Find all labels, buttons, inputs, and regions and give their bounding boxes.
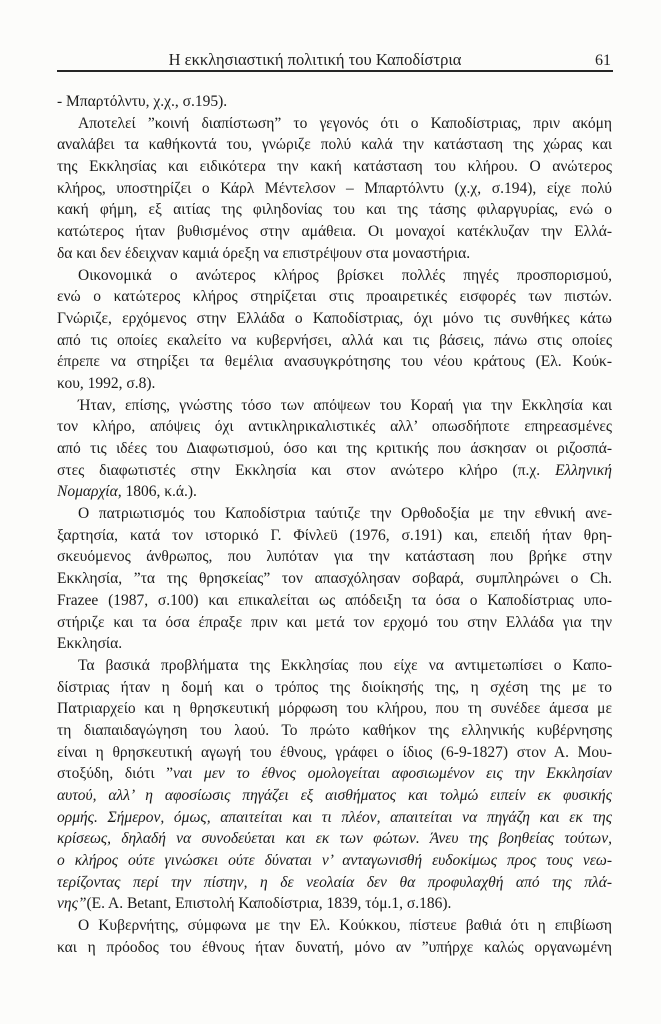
- text-line: και η πρόοδος του έθνους ήταν δυνατή, μόνο αν ”υπήρχε καλώς οργανωμένη: [57, 938, 612, 956]
- text-line: Αποτελεί ”κοινή διαπίστωση” το γεγονός ότι ο Καποδίστριας, πριν ακόμη: [78, 114, 612, 132]
- text-line: ξαρτησία, κατά τον ιστορικό Γ. Φίνλεϋ (1976, σ.191) και, επειδή ήταν θρη-: [57, 526, 612, 544]
- text-line: Frazee (1987, σ.100) και επικαλείται ως απόδειξη τα όσα ο Καποδίστριας υπο-: [57, 591, 612, 609]
- text-line: Ο πατριωτισμός του Καποδίστρια ταύτιζε την Ορθοδοξία με την εθνική ανε-: [78, 505, 612, 523]
- text-line: δίστριας ήταν η δομή και ο τρόπος της διοίκησής της, η σχέση της με το: [57, 678, 612, 696]
- text-line: Εκκλησία, ”τα της θρησκείας” τον απασχόλησαν σοβαρά, συμπληρώνει ο Ch.: [57, 570, 612, 588]
- text-line: τερίζοντας περί την πίστην, η δε νεολαία δεν θα προφυλαχθή από της πλά-: [57, 873, 612, 891]
- text-line: από τις οποίες εκαλείτο να κυβερνήσει, αλλά και τις βάσεις, πάνω στις οποίες: [57, 331, 612, 349]
- text-line: αυτού, αλλ’ η αφοσίωσις πηγάζει εξ αισθήματος και τολμώ ειπείν εκ φυσικής: [57, 787, 612, 804]
- text-line: τη διαπαιδαγώγηση του λαού. Το πρώτο καθήκον της ελληνικής κυβέρνησης: [57, 721, 612, 739]
- text-block: [57, 91, 612, 959]
- text-line: της Εκκλησίας και ειδικότερα την κακή κατάσταση του κλήρου. Ο ανώτερος: [57, 158, 612, 176]
- text-line: Γνώριζε, ερχόμενος στην Ελλάδα ο Καποδίστριας, όχι μόνο τις συνθήκες κάτω: [57, 309, 612, 327]
- text-line: ο κλήρος ούτε γινώσκει ούτε δύναται ν’ ανταγωνισθή ευδοκίμως προς τους νεω-: [57, 852, 612, 870]
- text-line: Ο Κυβερνήτης, σύμφωνα με την Ελ. Κούκκου, πίστευε βαθιά ότι η επιβίωση: [78, 917, 612, 935]
- page-number: 61: [595, 52, 611, 69]
- text-line: κρίσεως, δηλαδή να συνοδεύεται και εκ των φώτων. Άνευ της βοηθείας τούτων,: [57, 830, 612, 848]
- text-line: κου, 1992, σ.8).: [57, 374, 156, 392]
- text-line: ενώ ο κατώτερος κλήρος στηρίζεται στις προαιρετικές εισφορές των πιστών.: [57, 288, 612, 306]
- text-line: στοξύδη, διότι ”ναι μεν το έθνος ομολογείται αφοσιωμένον εις την Εκκλησίαν: [57, 765, 612, 783]
- text-line: - Μπαρτόλντυ, χ.χ., σ.195).: [57, 93, 228, 110]
- text-line: από τις ιδέες του Διαφωτισμού, όσο και της κριτικής που άσκησαν οι ριζοσπά-: [57, 440, 612, 457]
- text-line: Τα βασικά προβλήματα της Εκκλησίας που είχε να αντιμετωπίσει ο Καπο-: [78, 656, 612, 674]
- text-line: δα και δεν έδειχναν καμιά όρεξη να επιστρέψουν στα μοναστήρια.: [57, 244, 471, 262]
- text-line: κακή φήμη, εξ αιτίας της φιληδονίας του και της τάσης φιλαργυρίας, ενώ ο: [57, 201, 612, 219]
- text-line: κατώτερος ήταν βυθισμένος στην αμάθεια. Οι μοναχοί κατέκλυζαν την Ελλά-: [57, 223, 612, 241]
- text-line: είναι η θρησκευτική αγωγή του έθνους, γράφει ο ίδιος (6-9-1827) στον Α. Μου-: [57, 743, 612, 761]
- text-line: νης”(Ε. Α. Betant, Επιστολή Καποδίστρια, 1839, τόμ.1, σ.186).: [57, 895, 452, 913]
- text-line: τον κλήρο, απόψεις όχι αντικληρικαλιστικές αλλ’ οπωσδήποτε επηρεασμένες: [57, 418, 612, 436]
- text-line: Πατριαρχείο και η θρησκευτική μόρφωση του κλήρου, που τη συνέδεε άμεσα με: [57, 700, 612, 718]
- running-header: [57, 50, 613, 69]
- text-line: ορμής. Σήμερον, όμως, απαιτείται και τι πλέον, απαιτείται να πηγάζη και εκ της: [57, 808, 612, 826]
- text-line: Οικονομικά ο ανώτερος κλήρος βρίσκει πολλές πηγές προσπορισμού,: [78, 266, 612, 284]
- text-line: σκευόμενος άνθρωπος, που λυπόταν για την κατάσταση που βρήκε στην: [57, 548, 612, 566]
- text-line: στες διαφωτιστές στην Εκκλησία και στον ανώτερο κλήρο (π.χ. Ελληνική: [57, 461, 612, 479]
- text-line: Ήταν, επίσης, γνώστης τόσο των απόψεων του Κοραή για την Εκκλησία και: [78, 396, 612, 414]
- text-line: Νομαρχία, 1806, κ.ά.).: [57, 483, 197, 501]
- chapter-title: Η εκκλησιαστική πολιτική του Καποδίστρια: [168, 50, 462, 69]
- text-line: κλήρος, υποστηρίζει ο Κάρλ Μέντελσον – Μπαρτόλντυ (χ.χ, σ.194), είχε πολύ: [57, 179, 612, 197]
- text-line: στήριζε και τα όσα έπραξε πριν και μετά τον ερχομό του στην Ελλάδα για την: [57, 613, 612, 631]
- text-line: αναλάβει τα καθήκοντά του, γνώριζε πολύ καλά την κατάσταση της χώρας και: [57, 136, 612, 154]
- text-line: Εκκλησία.: [57, 635, 123, 653]
- text-line: έπρεπε να στηρίξει τα θεμέλια ανασυγκρότησης του νέου κράτους (Ελ. Κούκ-: [57, 353, 612, 371]
- header-rule: [57, 70, 613, 72]
